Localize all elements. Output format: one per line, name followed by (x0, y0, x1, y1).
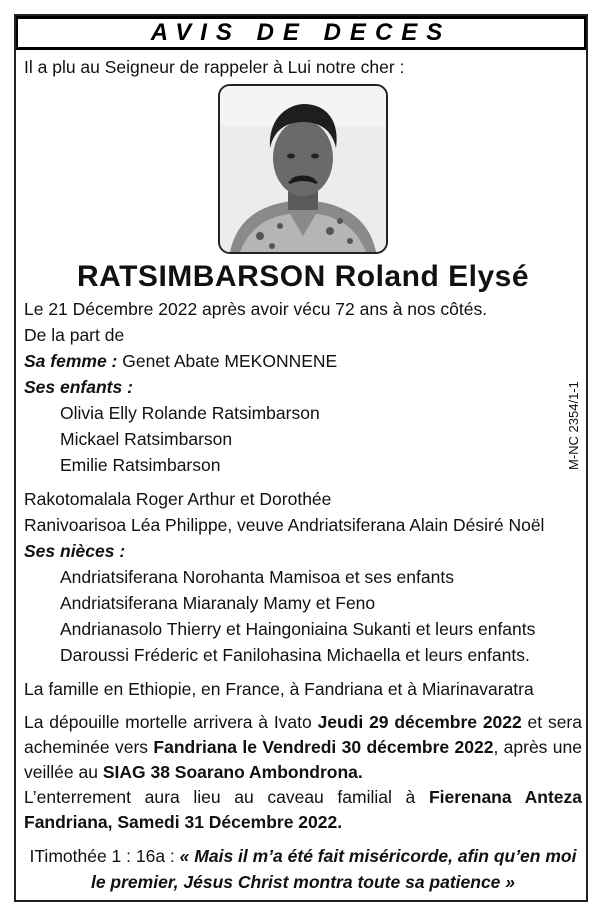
from-line: De la part de (24, 325, 125, 345)
family-line: La famille en Ethiopie, en France, à Fandriana et à Miarinavaratra (24, 679, 534, 699)
wife-label: Sa femme : (24, 351, 118, 371)
wife-name: Genet Abate MEKONNENE (122, 351, 338, 371)
banner-inner (18, 19, 584, 47)
vigil-location: SIAG 38 Soarano Ambondrona. (102, 762, 363, 782)
spacer (24, 702, 582, 710)
wife-line (24, 348, 582, 374)
verse-reference: ITimothée 1 : 16a : (29, 846, 180, 866)
arrival-text: La dépouille mortelle arrivera à Ivato (24, 712, 318, 732)
burial-paragraph (24, 785, 582, 835)
date-line: Le 21 Décembre 2022 après avoir vécu 72 ans à nos côtés. (24, 299, 488, 319)
child-name: Olivia Elly Rolande Ratsimbarson (60, 403, 320, 423)
niece-name: Daroussi Fréderic et Fanilohasina Michaella et leurs enfants. (60, 645, 530, 665)
portrait-photo (218, 84, 388, 254)
notice-content (24, 54, 582, 895)
child-name: Emilie Ratsimbarson (60, 455, 221, 475)
arrival-text: et sera acheminée vers (24, 712, 582, 757)
arrival-destination: Fandriana le Vendredi 30 décembre 2022 (153, 737, 494, 757)
niece-name: Andrianasolo Thierry et Haingoniaina Sukanti et leurs enfants (60, 619, 536, 639)
burial-text: L’enterrement aura lieu au caveau familial à (24, 787, 429, 807)
nieces-label: Ses nièces : (24, 541, 126, 561)
verse-text: « Mais il m’a été fait miséricorde, afin qu’en moi le premier, Jésus Christ montra toute sa patience » (90, 846, 577, 892)
relative-line: Rakotomalala Roger Arthur et Dorothée (24, 489, 332, 509)
niece-name: Andriatsiferana Norohanta Mamisoa et ses enfants (60, 567, 454, 587)
burial-location: Fierenana Anteza Fandriana, Samedi 31 Décembre 2022. (24, 787, 582, 832)
bible-verse (24, 843, 582, 895)
intro-text: Il a plu au Seigneur de rappeler à Lui notre cher : (24, 57, 405, 77)
spacer (24, 478, 582, 486)
arrival-paragraph (24, 710, 582, 785)
side-reference: M-NC 2354/1-1 (566, 381, 581, 470)
portrait-image (220, 86, 386, 252)
children-label: Ses enfants : (24, 377, 133, 397)
arrival-date: Jeudi 29 décembre 2022 (317, 712, 522, 732)
arrival-text: , après une veillée au (24, 737, 582, 782)
niece-name: Andriatsiferana Miaranaly Mamy et Feno (60, 593, 376, 613)
banner-title: AVIS DE DECES (150, 19, 452, 46)
child-name: Mickael Ratsimbarson (60, 429, 233, 449)
relative-line: Ranivoarisoa Léa Philippe, veuve Andriatsiferana Alain Désiré Noël (24, 515, 545, 535)
banner (16, 16, 586, 50)
spacer (24, 668, 582, 676)
spacer (24, 835, 582, 843)
deceased-name: RATSIMBARSON Roland Elysé (77, 260, 529, 293)
